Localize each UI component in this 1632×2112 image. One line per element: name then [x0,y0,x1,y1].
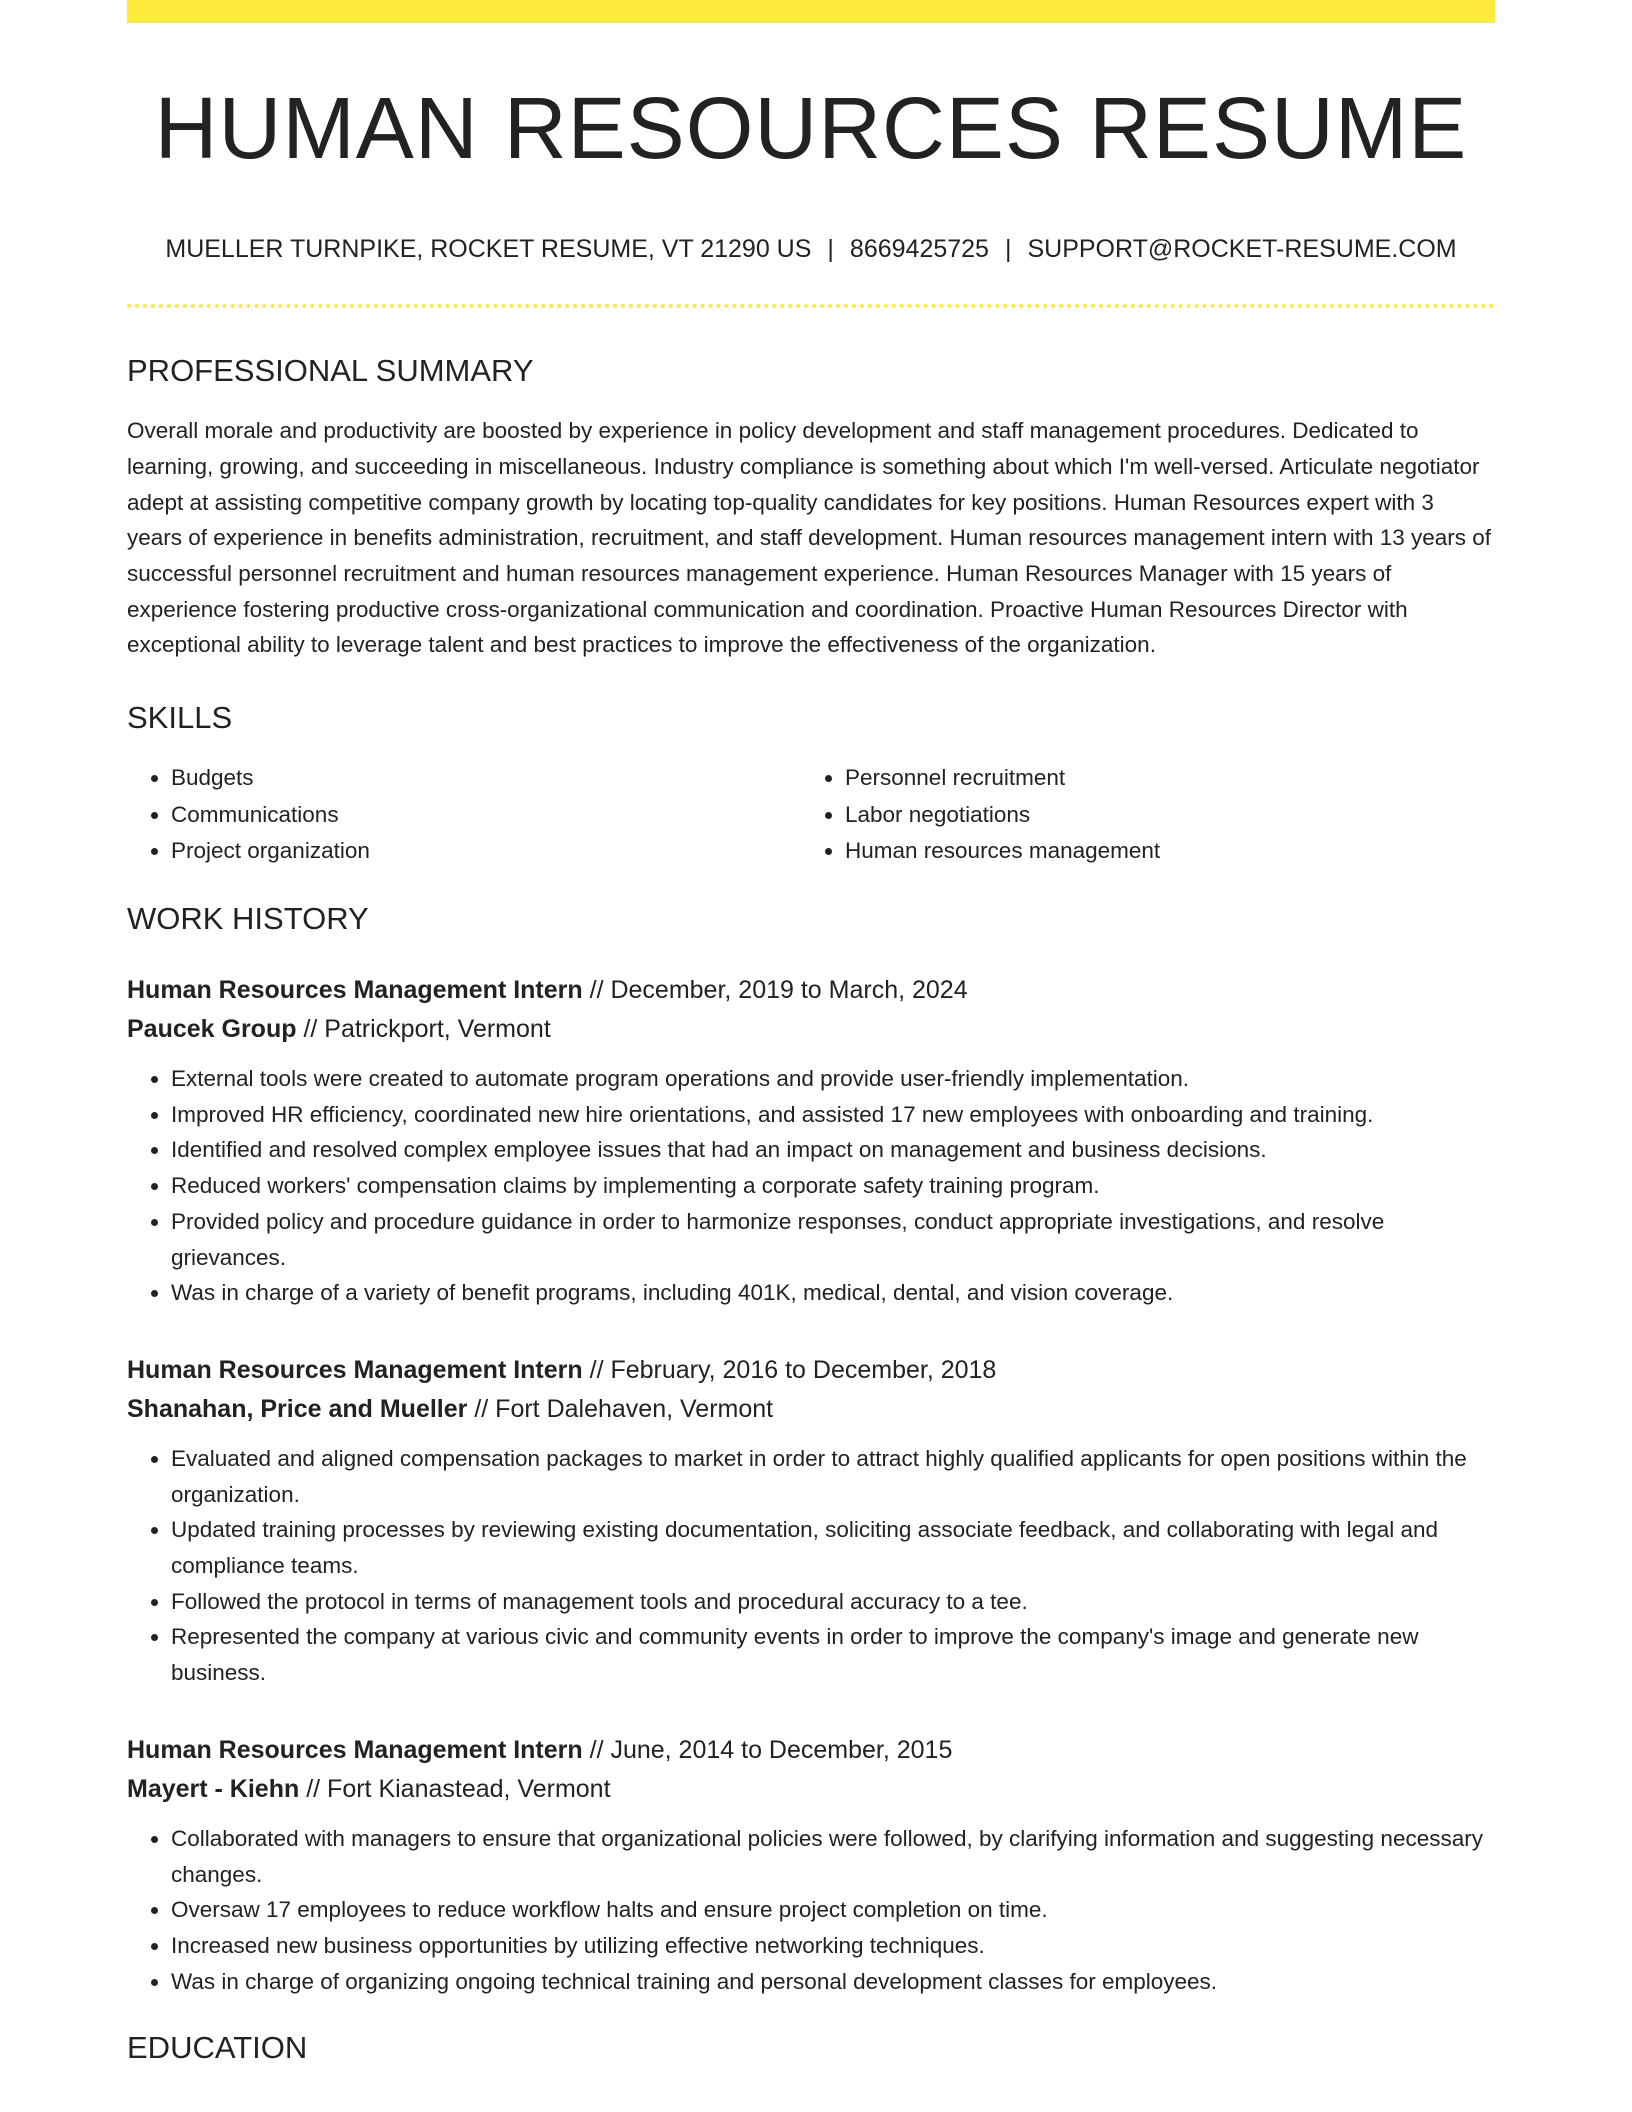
summary-heading: PROFESSIONAL SUMMARY [127,353,534,389]
job-bullet: • Increased new business opportunities by utilizing effective networking techniques. [171,1928,1495,1964]
job-bullets [127,1061,1495,1311]
skill-item: • Budgets [171,760,801,797]
job-location: // Fort Dalehaven, Vermont [467,1394,774,1423]
job-company: Mayert - Kiehn [127,1774,300,1803]
job-bullet: • Improved HR efficiency, coordinated new hire orientations, and assisted 17 new employees with onboarding and training. [171,1097,1495,1133]
job-company-line [127,1390,1495,1429]
job-company: Paucek Group [127,1015,297,1044]
skill-item: • Project organization [171,833,801,870]
job-bullet: • Represented the company at various civic and community events in order to improve the company's image and generate new business. [171,1619,1495,1690]
job-bullet: • Identified and resolved complex employee issues that had an impact on management and business decisions. [171,1132,1495,1168]
job-company-line [127,1010,1495,1049]
contact-separator: | [1004,235,1012,264]
resume-title: HUMAN RESOURCES RESUME [154,80,1468,177]
education-heading: EDUCATION [127,2030,308,2066]
skills-column-left [127,760,801,870]
job-title: Human Resources Management Intern [127,1355,583,1384]
accent-top-bar [127,0,1495,23]
job-bullet: • Followed the protocol in terms of management tools and procedural accuracy to a tee. [171,1584,1495,1620]
job-bullets [127,1441,1495,1691]
job-bullet: • Reduced workers' compensation claims by implementing a corporate safety training program. [171,1168,1495,1204]
job-title-line [127,1731,1495,1770]
job-title: Human Resources Management Intern [127,976,583,1005]
job-bullet: • External tools were created to automate program operations and provide user-friendly implementation. [171,1061,1495,1097]
summary-text: Overall morale and productivity are boosted by experience in policy development and staff management procedures. Dedicated to learning, growing, and succeeding in miscellaneous. Industry compliance is something about which I'm well-versed. Articulate negotiator adept at assisting competitive company growth by locating top-quality candidates for key positions. Human Resources expert with 3 years of experience in benefits administration, recruitment, and staff development. Human resources management intern with 13 years of successful personnel recruitment and human resources management experience. Human Resources Manager with 15 years of experience fostering productive cross-organizational communication and coordination. Proactive Human Resources Director with exceptional ability to leverage talent and best practices to improve the effectiveness of the organization. [127,418,1492,658]
job-title-line [127,1351,1495,1390]
resume-page [127,0,1495,2067]
skill-item: • Human resources management [845,833,1475,870]
job-entry [127,1351,1495,1691]
contact-separator: | [827,235,834,264]
contact-email: SUPPORT@ROCKET-RESUME.COM [1027,235,1457,264]
job-dates: // February, 2016 to December, 2018 [582,1355,997,1384]
skills-heading: SKILLS [127,700,233,736]
job-title: Human Resources Management Intern [127,1735,583,1764]
job-bullet: • Was in charge of a variety of benefit programs, including 401K, medical, dental, and vision coverage. [171,1275,1495,1311]
job-company-line [127,1770,1495,1809]
job-company: Shanahan, Price and Mueller [127,1394,468,1423]
contact-line [127,234,1495,264]
job-dates: // June, 2014 to December, 2015 [582,1735,953,1764]
job-bullet: • Provided policy and procedure guidance in order to harmonize responses, conduct appropriate investigations, and resolve grievances. [171,1204,1495,1275]
job-bullet: • Updated training processes by reviewing existing documentation, soliciting associate feedback, and collaborating with legal and compliance teams. [171,1512,1495,1583]
skills-column-right [801,760,1475,870]
job-bullet: • Was in charge of organizing ongoing technical training and personal development classes for employees. [171,1964,1495,2000]
contact-address: MUELLER TURNPIKE, ROCKET RESUME, VT 21290 US [165,235,812,264]
job-bullet: • Evaluated and aligned compensation packages to market in order to attract highly qualified applicants for open positions within the organization. [171,1441,1495,1512]
work-history-heading: WORK HISTORY [127,900,369,936]
job-location: // Fort Kianastead, Vermont [299,1774,611,1803]
skill-item: • Communications [171,797,801,834]
job-location: // Patrickport, Vermont [296,1015,551,1044]
job-bullet: • Oversaw 17 employees to reduce workflow halts and ensure project completion on time. [171,1892,1495,1928]
skills-list [127,760,1495,870]
skill-item: • Personnel recruitment [845,760,1475,797]
job-entry [127,1731,1495,2000]
skill-item: • Labor negotiations [845,797,1475,834]
job-bullet: • Collaborated with managers to ensure that organizational policies were followed, by clarifying information and suggesting necessary changes. [171,1821,1495,1892]
job-title-line [127,971,1495,1010]
dotted-divider [127,304,1495,308]
job-entry [127,971,1495,1311]
job-dates: // December, 2019 to March, 2024 [582,976,968,1005]
job-bullets [127,1821,1495,2000]
contact-phone: 8669425725 [849,235,989,264]
